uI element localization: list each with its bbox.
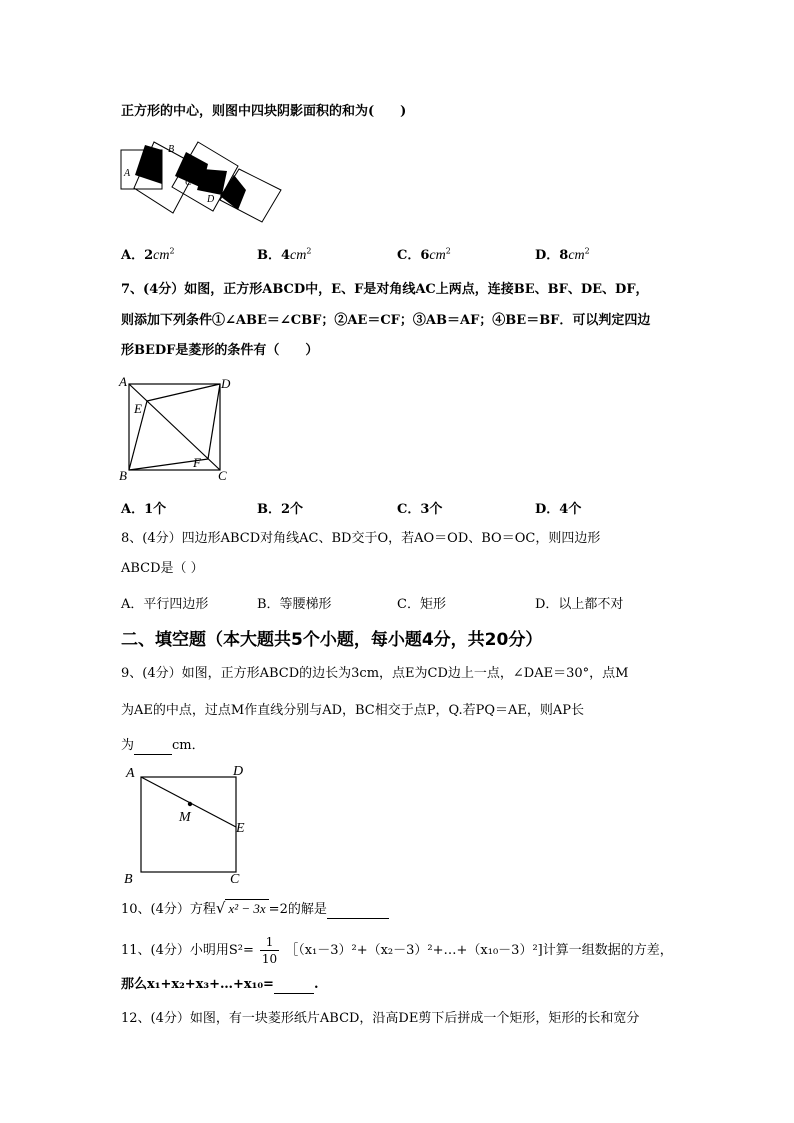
q7-choice-a[interactable]: A．1个	[121, 502, 167, 517]
q7-line-2: 则添加下列条件①∠ABE＝∠CBF；②AE＝CF；③AB＝AF；④BE＝BF．可以判定四边	[121, 313, 651, 328]
q11-fraction: $\frac{1}{10}$	[261, 935, 278, 966]
section-heading: 二、填空题（本大题共5个小题，每小题4分，共20分）	[121, 630, 543, 650]
q12-line-1: 12、(4分）如图，有一块菱形纸片ABCD，沿高DE剪下后拼成一个矩形，矩形的长和宽分	[121, 1011, 640, 1026]
q9-figure	[118, 762, 258, 888]
q7-label-a: A	[119, 374, 127, 389]
q8-choice-c[interactable]: C．矩形	[397, 597, 446, 612]
q6-choice-c[interactable]: C．$6cm^2$	[397, 246, 451, 263]
q7-label-f: F	[193, 455, 201, 470]
q7-line-3: 形BEDF是菱形的条件有（ ）	[121, 343, 319, 358]
q6-choice-b[interactable]: B．$4cm^2$	[257, 246, 312, 263]
q6-choice-a[interactable]: A．$2cm^2$	[121, 246, 175, 263]
q9-answer-blank[interactable]	[134, 754, 172, 755]
q8-choice-a[interactable]: A．平行四边形	[121, 597, 209, 612]
q8-line-1: 8、(4分）四边形ABCD对角线AC、BD交于O，若AO＝OD、BO＝OC，则四边形	[121, 531, 601, 546]
q9-line-1: 9、(4分）如图，正方形ABCD的边长为3cm，点E为CD边上一点，∠DAE＝30°，点M	[121, 666, 629, 681]
q10-line: 10、(4分）方程√ x² − 3x =2的解是	[121, 899, 389, 919]
q11-line-2: 那么x₁+x₂+x₃+…+x₁₀= .	[121, 977, 319, 992]
q7-choice-b[interactable]: B．2个	[257, 502, 304, 517]
q9-line-2: 为AE的中点，过点M作直线分别与AD，BC相交于点P，Q.若PQ＝AE，则AP长	[121, 703, 585, 718]
q9-label-e: E	[236, 821, 245, 836]
q7-label-c: C	[218, 468, 227, 483]
q7-choice-d[interactable]: D．4个	[535, 502, 582, 517]
q7-label-b: B	[119, 468, 127, 483]
q10-answer-blank[interactable]	[327, 918, 389, 919]
q7-label-e: E	[134, 401, 142, 416]
q6-label-b: B	[168, 144, 175, 155]
q8-line-2: ABCD是（ ）	[121, 561, 204, 576]
q9-label-d: D	[233, 764, 244, 779]
q10-radicand: x² − 3x	[225, 899, 268, 918]
q7-choice-c[interactable]: C．3个	[397, 502, 443, 517]
q6-label-d: D	[207, 194, 215, 205]
q6-line: 正方形的中心，则图中四块阴影面积的和为( )	[121, 104, 407, 119]
q7-line-1: 7、(4分）如图，正方形ABCD中，E、F是对角线AC上两点，连接BE、BF、DE、DF，	[121, 282, 649, 297]
q9-label-a: A	[126, 766, 135, 781]
q8-choice-d[interactable]: D．以上都不对	[535, 597, 624, 612]
q6-choice-d[interactable]: D．$8cm^2$	[535, 246, 590, 263]
q9-line-3: 为 cm．	[121, 738, 205, 753]
q11-answer-blank[interactable]	[274, 993, 314, 994]
q6-label-a: A	[124, 168, 131, 179]
q8-choice-b[interactable]: B．等腰梯形	[257, 597, 332, 612]
q11-line-1: 11、(4分）小明用$S^2= \frac{1}{10}$ ［（x₁－3）²+（x₂－3）²+…+（x₁₀－3）²]计算一组数据的方差，	[121, 935, 673, 966]
q9-label-c: C	[230, 872, 240, 887]
q6-label-c: C	[185, 177, 192, 188]
q7-label-d: D	[221, 376, 231, 391]
q9-label-b: B	[124, 872, 133, 887]
q7-figure	[117, 372, 237, 484]
q6-figure	[118, 138, 288, 230]
q9-label-m: M	[179, 810, 191, 825]
